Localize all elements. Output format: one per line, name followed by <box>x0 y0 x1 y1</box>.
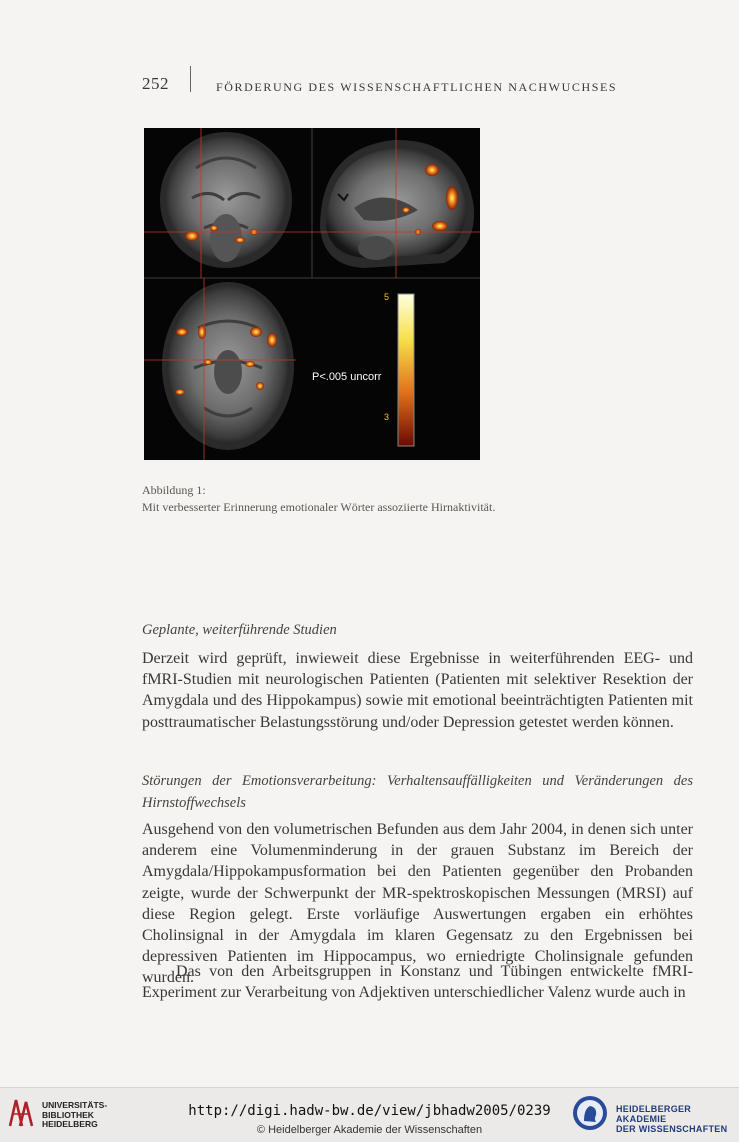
fmri-figure <box>144 128 480 460</box>
brain-scans-image <box>144 128 480 460</box>
header-divider <box>190 66 191 92</box>
figure-caption <box>142 482 495 516</box>
threshold-label: P<.005 uncorr <box>312 371 382 383</box>
running-head: FÖRDERUNG DES WISSENSCHAFTLICHEN NACHWUCHSES <box>216 80 618 94</box>
colorbar-min-label: 3 <box>384 412 390 422</box>
library-name: UNIVERSITÄTS- BIBLIOTHEK HEIDELBERG <box>42 1100 108 1129</box>
caption-text: Mit verbesserter Erinnerung emotionaler Wörter assoziierte Hirnaktivität. <box>142 500 496 514</box>
paragraph: Derzeit wird geprüft, inwieweit diese Ergebnisse in weiterführenden EEG- und fMRI-Studien mit neurologischen Patienten (Patienten mit selektiver Resektion der Amygdala und des Hippokampus) sowie mit emotional beeinträchtigten Patienten mit posttraumatischer Belastungsstörung und/oder Depression getestet werden können. <box>142 650 693 731</box>
paragraph: Das von den Arbeitsgruppen in Konstanz und Tübingen entwickelte fMRI-Experiment zur Verarbeitung von Adjektiven unterschiedlicher Valenz wurde auch in <box>142 963 693 1002</box>
caption-label: Abbildung 1: <box>142 483 206 497</box>
digitization-footer <box>0 1087 739 1142</box>
copyright-notice: © Heidelberger Akademie der Wissenschaften <box>256 1124 483 1136</box>
section-heading: Geplante, weiterführende Studien <box>142 622 337 638</box>
permalink-url[interactable]: http://digi.hadw-bw.de/view/jbhadw2005/0239 <box>188 1103 551 1119</box>
page-number: 252 <box>142 74 169 93</box>
section-heading: Störungen der Emotionsverarbeitung: Verhaltensauffälligkeiten und Veränderungen des Hirnstoffwechsels <box>142 773 693 811</box>
paragraph: Ausgehend von den volumetrischen Befunden aus dem Jahr 2004, in denen sich unter anderem eine Volumenminderung in der grauen Substanz im Bereich der Amygdala/Hippokampusformation bei den Patienten gegenüber den Probanden zeigte, wurde der Schwerpunkt der MR-spektroskopischen Messungen (MRSI) auf diese Region gelegt. Erste vorläufige Auswertungen ergaben ein erhöhtes Cholinsignal in der Amygdala im klaren Gegensatz zu den Ergebnissen bei depressiven Patienten im Hippocampus, wo erniedrigte Cholinsignale gefunden wurden. <box>142 821 693 987</box>
academy-seal-icon <box>572 1095 608 1131</box>
academy-name: HEIDELBERGER AKADEMIE DER WISSENSCHAFTEN <box>616 1104 728 1134</box>
colorbar-max-label: 5 <box>384 292 390 302</box>
